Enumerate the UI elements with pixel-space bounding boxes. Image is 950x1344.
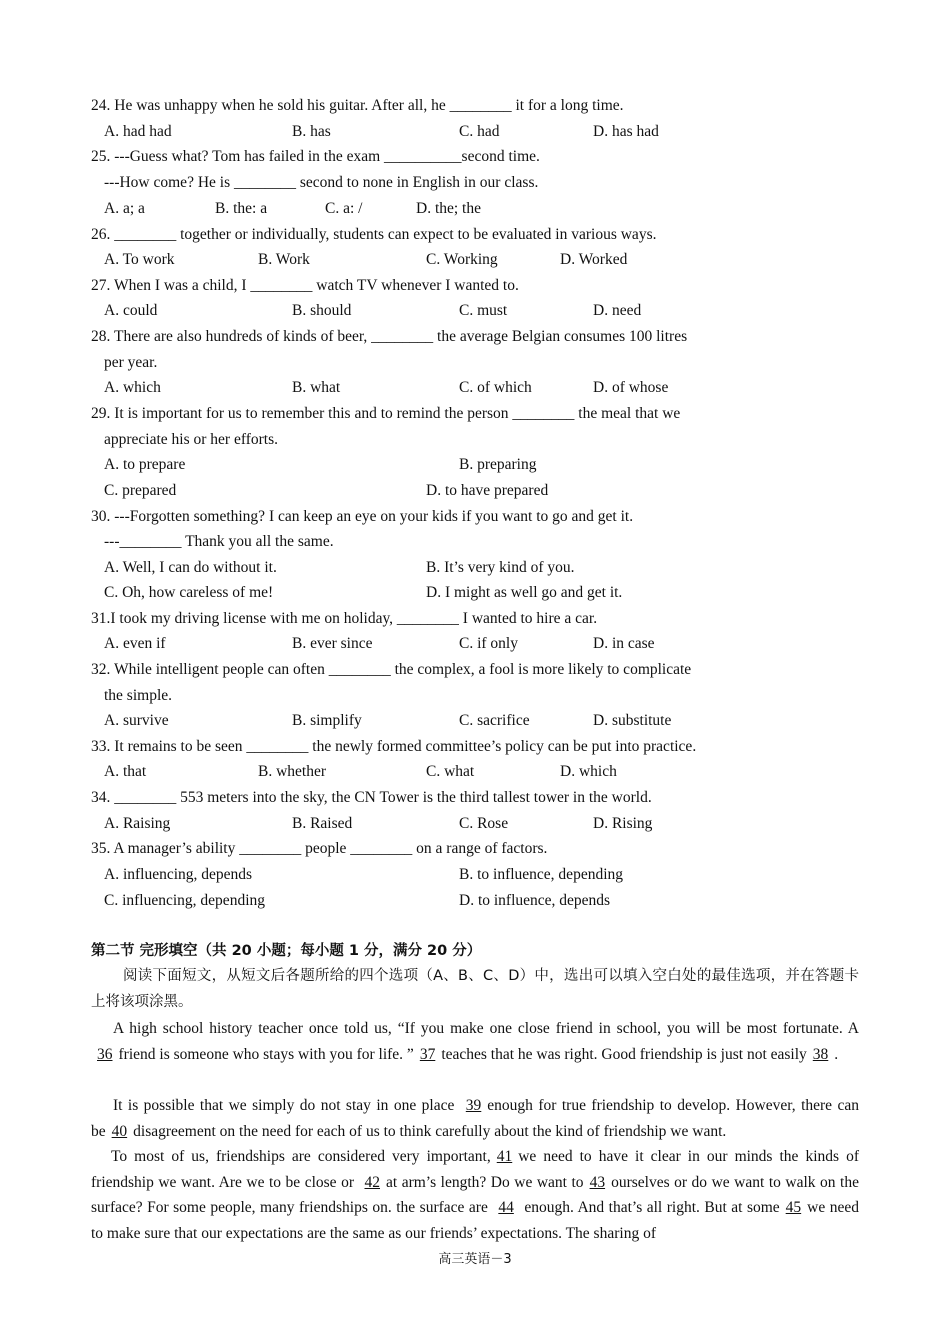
page-footer: 高三英语－3 bbox=[438, 1252, 512, 1267]
answer-option: D. I might as well go and get it. bbox=[426, 584, 623, 601]
blank-number: 38 bbox=[812, 1045, 829, 1063]
answer-option: B. simplify bbox=[292, 712, 362, 729]
answer-option: C. Working bbox=[426, 251, 498, 268]
question-stem: 29. It is important for us to remember this and to remind the person ________ the meal that we bbox=[91, 405, 681, 422]
answer-option: D. the; the bbox=[416, 200, 481, 217]
answer-option: C. prepared bbox=[104, 482, 177, 499]
question-stem: 30. ---Forgotten something? I can keep an eye on your kids if you want to go and get it. bbox=[91, 508, 634, 525]
answer-option: B. has bbox=[292, 123, 331, 140]
question-stem: appreciate his or her efforts. bbox=[104, 431, 279, 448]
answer-option: C. of which bbox=[459, 379, 532, 396]
answer-option: C. what bbox=[426, 763, 475, 780]
answer-option: C. sacrifice bbox=[459, 712, 530, 729]
answer-option: A. had had bbox=[104, 123, 172, 140]
answer-option: A. which bbox=[104, 379, 161, 396]
answer-option: D. Worked bbox=[560, 251, 628, 268]
answer-option: C. had bbox=[459, 123, 500, 140]
passage-text: . bbox=[834, 1045, 839, 1063]
answer-option: C. must bbox=[459, 302, 508, 319]
answer-option: C. influencing, depending bbox=[104, 892, 265, 909]
answer-option: D. to have prepared bbox=[426, 482, 549, 499]
passage-text: we need to have it clear in our minds the kinds of friendship we want. Are we to be close or bbox=[91, 1148, 859, 1191]
passage-text: friend is someone who stays with you for life. ” bbox=[118, 1045, 414, 1063]
passage-text: we need to make sure that our expectations are the same as our friends’ expectations. The sharing of bbox=[91, 1199, 860, 1242]
answer-option: D. which bbox=[560, 763, 617, 780]
answer-option: A. a; a bbox=[104, 200, 145, 217]
answer-option: B. Raised bbox=[292, 815, 353, 832]
blank-number: 40 bbox=[111, 1122, 128, 1140]
section-heading: 第二节 完形填空（共 20 小题；每小题 1 分，满分 20 分） bbox=[91, 943, 482, 959]
question-stem: 35. A manager’s ability ________ people ________ on a range of factors. bbox=[91, 840, 548, 857]
blank-number: 41 bbox=[496, 1148, 513, 1165]
answer-option: D. Rising bbox=[593, 815, 653, 832]
answer-option: C. Oh, how careless of me! bbox=[104, 584, 274, 601]
passage-paragraph bbox=[91, 1016, 859, 1067]
blank-number: 37 bbox=[419, 1045, 436, 1063]
answer-option: A. even if bbox=[104, 635, 166, 652]
blank-number: 45 bbox=[785, 1199, 802, 1217]
answer-option: A. To work bbox=[104, 251, 175, 268]
blank-number: 42 bbox=[364, 1173, 380, 1191]
answer-option: A. to prepare bbox=[104, 456, 186, 473]
answer-option: D. to influence, depends bbox=[459, 892, 611, 909]
question-stem: 27. When I was a child, I ________ watch TV whenever I wanted to. bbox=[91, 277, 519, 294]
question-stem: 33. It remains to be seen ________ the newly formed committee’s policy can be put into practice. bbox=[91, 738, 697, 755]
passage-text: A high school history teacher once told us, “If you make one close friend in school, you will be most fortunate. A bbox=[113, 1020, 859, 1037]
question-stem: ---How come? He is ________ second to none in English in our class. bbox=[104, 174, 539, 191]
passage-text: at arm’s length? Do we want to bbox=[386, 1173, 584, 1191]
answer-option: A. influencing, depends bbox=[104, 866, 253, 883]
passage-text: To most of us, friendships are considered very important, bbox=[111, 1148, 491, 1165]
answer-option: D. of whose bbox=[593, 379, 669, 396]
answer-option: C. a: / bbox=[325, 200, 363, 217]
answer-option: B. Work bbox=[258, 251, 310, 268]
answer-option: D. need bbox=[593, 302, 642, 319]
blank-number: 36 bbox=[97, 1045, 113, 1063]
answer-option: B. should bbox=[292, 302, 352, 319]
passage-text: It is possible that we simply do not stay in one place bbox=[113, 1097, 460, 1114]
question-stem: 28. There are also hundreds of kinds of beer, ________ the average Belgian consumes 100 litres bbox=[91, 328, 688, 345]
question-stem: 24. He was unhappy when he sold his guitar. After all, he ________ it for a long time. bbox=[91, 97, 624, 114]
blank-number: 44 bbox=[498, 1199, 514, 1217]
answer-option: A. could bbox=[104, 302, 158, 319]
answer-option: B. the: a bbox=[215, 200, 268, 217]
section-instruction: 阅读下面短文，从短文后各题所给的四个选项（A、B、C、D）中，选出可以填入空白处的最佳选项，并在答题卡上将该项涂黑。 bbox=[91, 968, 859, 1010]
answer-option: A. Raising bbox=[104, 815, 171, 832]
passage-paragraph bbox=[91, 1144, 859, 1246]
blank-number: 43 bbox=[589, 1173, 606, 1191]
answer-option: B. preparing bbox=[459, 456, 537, 473]
passage-text: enough. And that’s all right. But at some bbox=[519, 1199, 780, 1217]
answer-option: D. has had bbox=[593, 123, 659, 140]
answer-option: A. survive bbox=[104, 712, 169, 729]
answer-option: D. substitute bbox=[593, 712, 672, 729]
answer-option: A. that bbox=[104, 763, 147, 780]
answer-option: C. if only bbox=[459, 635, 518, 652]
question-stem: 26. ________ together or individually, students can expect to be evaluated in various ways. bbox=[91, 226, 657, 243]
passage-text: ourselves or do we want to walk on the surface? For some people, many friendships on. the surface are bbox=[91, 1173, 859, 1217]
question-stem: the simple. bbox=[104, 687, 173, 704]
question-stem: ---________ Thank you all the same. bbox=[104, 533, 334, 550]
question-stem: 34. ________ 553 meters into the sky, the CN Tower is the third tallest tower in the world. bbox=[91, 789, 652, 806]
answer-option: B. whether bbox=[258, 763, 327, 780]
answer-option: B. what bbox=[292, 379, 341, 396]
answer-option: B. to influence, depending bbox=[459, 866, 623, 883]
answer-option: B. ever since bbox=[292, 635, 373, 652]
answer-option: D. in case bbox=[593, 635, 655, 652]
blank-number: 39 bbox=[465, 1097, 482, 1114]
question-stem: 32. While intelligent people can often ________ the complex, a fool is more likely to complicate bbox=[91, 661, 692, 678]
answer-option: C. Rose bbox=[459, 815, 509, 832]
answer-option: A. Well, I can do without it. bbox=[104, 559, 277, 576]
answer-option: B. It’s very kind of you. bbox=[426, 559, 575, 576]
question-stem: 31.I took my driving license with me on holiday, ________ I wanted to hire a car. bbox=[91, 610, 598, 627]
passage-paragraph bbox=[91, 1093, 859, 1144]
passage-text: enough for true friendship to develop. However, there can be bbox=[91, 1097, 859, 1140]
question-stem: 25. ---Guess what? Tom has failed in the exam __________second time. bbox=[91, 148, 540, 165]
passage-text: teaches that he was right. Good friendship is just not easily bbox=[441, 1045, 807, 1063]
question-stem: per year. bbox=[104, 354, 158, 371]
passage-text: disagreement on the need for each of us to think carefully about the kind of friendship we want. bbox=[133, 1122, 727, 1140]
